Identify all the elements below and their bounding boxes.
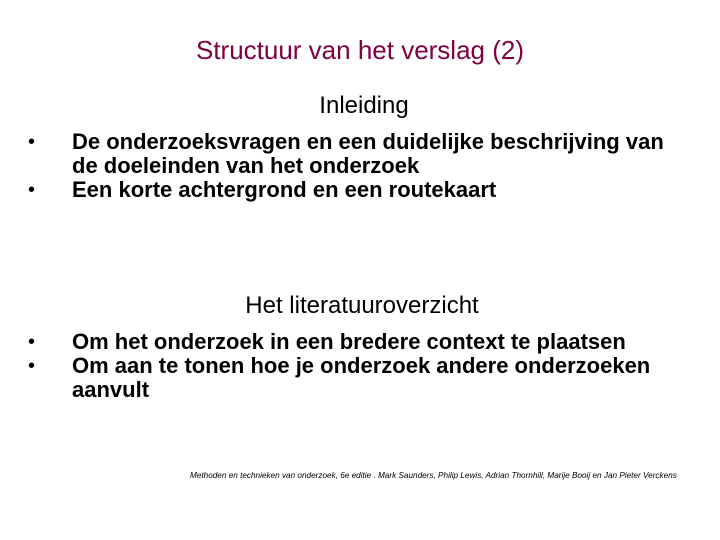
section-heading-inleiding: Inleiding [319, 92, 409, 119]
bullet-list-inleiding [28, 130, 688, 202]
bullet-text: De onderzoeksvragen en een duidelijke beschrijving van de doeleinden van het onderzoek [72, 129, 664, 178]
bullet-text: Een korte achtergrond en een routekaart [72, 177, 497, 202]
list-item [28, 130, 688, 178]
list-item [28, 330, 688, 354]
bullet-list-literatuuroverzicht [28, 330, 688, 402]
bullet-text: Om aan te tonen hoe je onderzoek andere onderzoeken aanvult [72, 353, 651, 402]
bullet-dot: • [28, 355, 36, 377]
citation-footnote: Methoden en technieken van onderzoek, 6e editie . Mark Saunders, Philip Lewis, Adrian Thornhill, Marije Booij en Jan Pieter Verckens [190, 471, 677, 480]
bullet-dot: • [28, 179, 36, 201]
slide-title: Structuur van het verslag (2) [195, 35, 525, 65]
bullet-dot: • [28, 131, 36, 153]
bullet-dot: • [28, 331, 36, 353]
section-heading-literatuuroverzicht: Het literatuuroverzicht [245, 292, 479, 319]
bullet-text: Om het onderzoek in een bredere context te plaatsen [72, 329, 626, 354]
list-item [28, 354, 688, 402]
list-item [28, 178, 688, 202]
